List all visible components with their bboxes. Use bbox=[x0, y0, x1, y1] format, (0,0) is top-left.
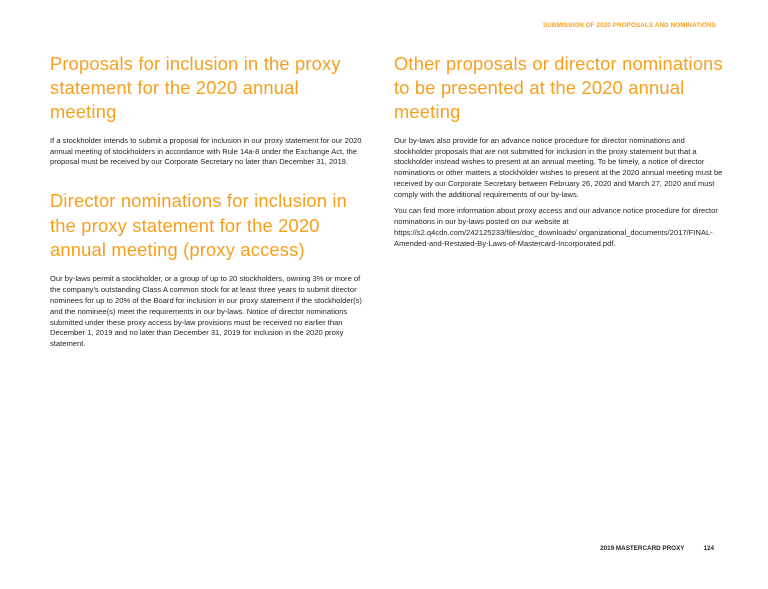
left-column bbox=[50, 52, 362, 350]
director-nominations-body: Our by-laws permit a stockholder, or a group of up to 20 stockholders, owning 3% or more of the company's outstanding Class A common stock for at least three years to submit director nominees for up to 20% of the Board for inclusion in our proxy statement if the stockholder(s) and the nominee(s) meet the requirements in our by-laws. Notice of director nominations submitted under these proxy access by-law provisions must be received no earlier than December 1, 2019 and no later than December 31, 2019 for inclusion in the 2020 proxy statement. bbox=[50, 273, 362, 349]
director-nominations-section bbox=[50, 189, 362, 350]
page-number: 124 bbox=[703, 545, 714, 552]
proposals-section bbox=[50, 52, 362, 168]
by-laws-website-paragraph: You can find more information about proxy access and our advance notice procedure for director nominations in our by-laws posted on our website at https://s2.q4cdn.com/242125233/files/doc_downloads/ organizational_documents/2017/FINAL-Amended-and-Restated-By-Laws-of-Mastercard-Incorporated.pdf. bbox=[394, 206, 718, 248]
footer-document-title: 2019 MASTERCARD PROXY bbox=[600, 545, 685, 552]
other-proposals-body: Our by-laws also provide for an advance notice procedure for director nominations and stockholder proposals that are not submitted for inclusion in the proxy statement but that a stockholder instead wishes to present at an annual meeting. To be timely, a notice of director nominations or other matters a stockholder wishes to present at the 2020 annual meeting must be received by our Corporate Secretary between February 26, 2020 and March 27, 2020 and must comply with the additional requirements of our by-laws. bbox=[394, 135, 723, 200]
page-footer bbox=[600, 545, 714, 552]
proposals-heading: Proposals for inclusion in the proxy statement for the 2020 annual meeting bbox=[50, 53, 341, 123]
other-proposals-section bbox=[394, 52, 724, 250]
other-proposals-heading: Other proposals or director nominations to be presented at the 2020 annual meeting bbox=[394, 53, 723, 123]
running-header-title: SUBMISSION OF 2020 PROPOSALS AND NOMINATIONS bbox=[542, 22, 716, 29]
proposals-body: If a stockholder intends to submit a proposal for inclusion in our proxy statement for our 2020 annual meeting of stockholders in accordance with Rule 14a-8 under the Exchange Act, the proposal must be received by our Corporate Secretary no later than December 31, 2019. bbox=[50, 135, 362, 167]
right-column bbox=[394, 52, 724, 250]
director-nominations-heading: Director nominations for inclusion in the proxy statement for the 2020 annual meeting (proxy access) bbox=[50, 190, 347, 260]
